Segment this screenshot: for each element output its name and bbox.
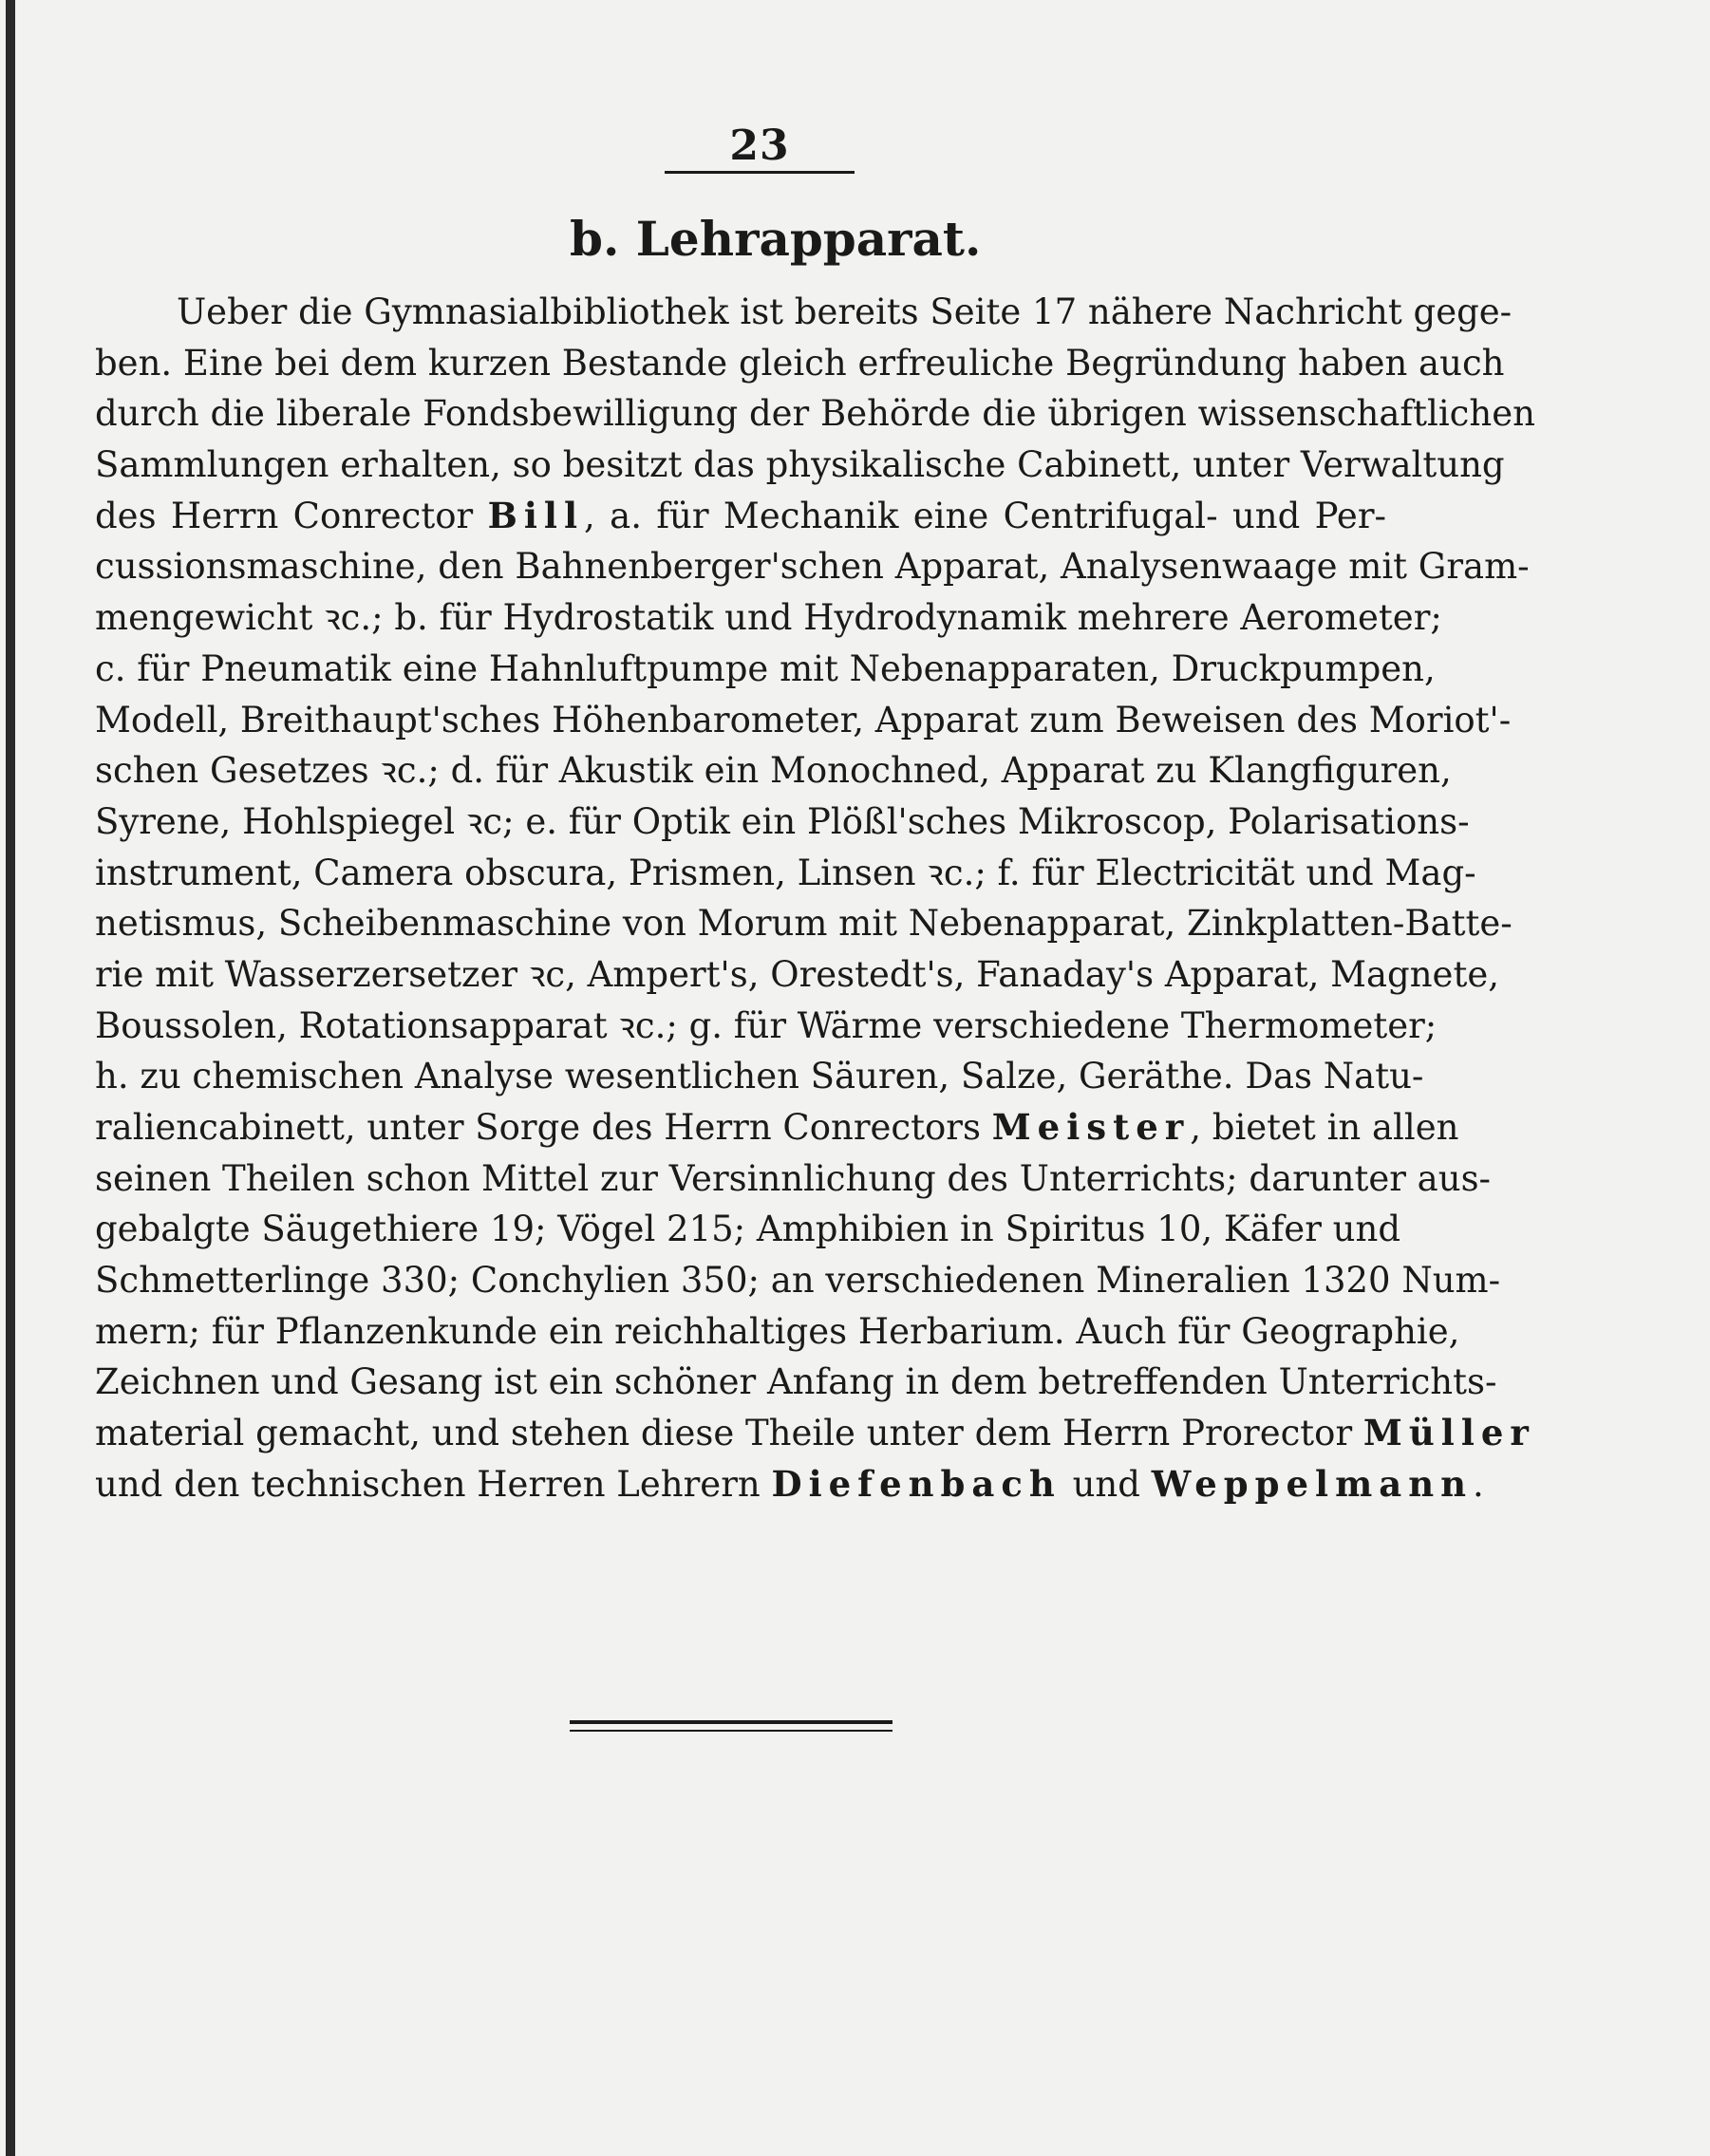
person-name: Weppelmann xyxy=(1151,1462,1474,1505)
text-fragment: material gemacht, und stehen diese Theile unter dem Herrn Prorector xyxy=(95,1413,1353,1454)
text-line: h. zu chemischen Analyse wesentlichen Säuren, Salze, Geräthe. Das Natu- xyxy=(95,1056,1424,1097)
text-line xyxy=(95,1459,1484,1510)
text-line: Boussolen, Rotationsapparat ꝛc.; g. für Wärme verschiedene Thermometer; xyxy=(95,1004,1438,1046)
text-line: cussionsmaschine, den Bahnenberger'schen Apparat, Analysenwaage mit Gram- xyxy=(95,546,1530,588)
scan-edge xyxy=(6,0,15,2156)
text-fragment: des Herrn Conrector xyxy=(95,495,474,536)
text-line: mengewicht ꝛc.; b. für Hydrostatik und Hydrodynamik mehrere Aerometer; xyxy=(95,597,1442,639)
text-line: gebalgte Säugethiere 19; Vögel 215; Amphibien in Spiritus 10, Käfer und xyxy=(95,1209,1400,1250)
section-heading: b. Lehrapparat. xyxy=(570,211,982,267)
text-fragment: . xyxy=(1473,1463,1484,1505)
text-line: Schmetterlinge 330; Conchylien 350; an verschiedenen Mineralien 1320 Num- xyxy=(95,1260,1501,1302)
text-line xyxy=(95,491,1386,542)
text-line: durch die liberale Fondsbewilligung der Behörde die übrigen wissenschaftlichen xyxy=(95,393,1535,435)
text-line: Sammlungen erhalten, so besitzt das physikalische Cabinett, unter Verwaltung xyxy=(95,444,1505,486)
text-line: instrument, Camera obscura, Prismen, Linsen ꝛc.; f. für Electricität und Mag- xyxy=(95,852,1476,893)
person-name: Müller xyxy=(1362,1412,1535,1454)
page-number-rule xyxy=(665,171,855,174)
text-line: Syrene, Hohlspiegel ꝛc; e. für Optik ein Plößl'sches Mikroscop, Polarisations- xyxy=(95,800,1470,842)
text-line: ben. Eine bei dem kurzen Bestande gleich erfreuliche Begründung haben auch xyxy=(95,342,1505,384)
text-line: Modell, Breithaupt'sches Höhenbarometer, Apparat zum Beweisen des Moriot'- xyxy=(95,699,1512,741)
text-fragment: , a. für Mechanik eine Centrifugal- und Per- xyxy=(584,495,1387,536)
closing-rule-thin xyxy=(570,1730,893,1732)
text-line: netismus, Scheibenmaschine von Morum mit Nebenapparat, Zinkplatten-Batte- xyxy=(95,903,1513,945)
text-line: Ueber die Gymnasialbibliothek ist bereits Seite 17 nähere Nachricht gege- xyxy=(177,291,1513,332)
body-text xyxy=(95,287,1535,1510)
text-line: seinen Theilen schon Mittel zur Versinnlichung des Unterrichts; darunter aus- xyxy=(95,1157,1492,1199)
text-line xyxy=(95,1408,1535,1459)
person-name: Diefenbach xyxy=(771,1462,1062,1505)
page-number: 23 xyxy=(729,122,790,170)
text-line: mern; für Pflanzenkunde ein reichhaltiges Herbarium. Auch für Geographie, xyxy=(95,1310,1460,1352)
text-fragment: und den technischen Herren Lehrern xyxy=(95,1463,761,1505)
text-fragment: , bietet in allen xyxy=(1190,1107,1459,1148)
text-line: Zeichnen und Gesang ist ein schöner Anfang in dem betreffenden Unterrichts- xyxy=(95,1361,1497,1403)
text-line: schen Gesetzes ꝛc.; d. für Akustik ein Monochned, Apparat zu Klangfiguren, xyxy=(95,750,1452,792)
text-fragment: und xyxy=(1061,1463,1152,1505)
closing-rule xyxy=(570,1720,893,1724)
text-line: rie mit Wasserzersetzer ꝛc, Ampert's, Orestedt's, Fanaday's Apparat, Magnete, xyxy=(95,953,1499,995)
text-fragment: raliencabinett, unter Sorge des Herrn Conrectors xyxy=(95,1107,981,1148)
person-name: Meister xyxy=(991,1106,1191,1148)
person-name: Bill xyxy=(487,494,585,536)
text-line xyxy=(95,1102,1459,1153)
text-line: c. für Pneumatik eine Hahnluftpumpe mit Nebenapparaten, Druckpumpen, xyxy=(95,647,1436,689)
